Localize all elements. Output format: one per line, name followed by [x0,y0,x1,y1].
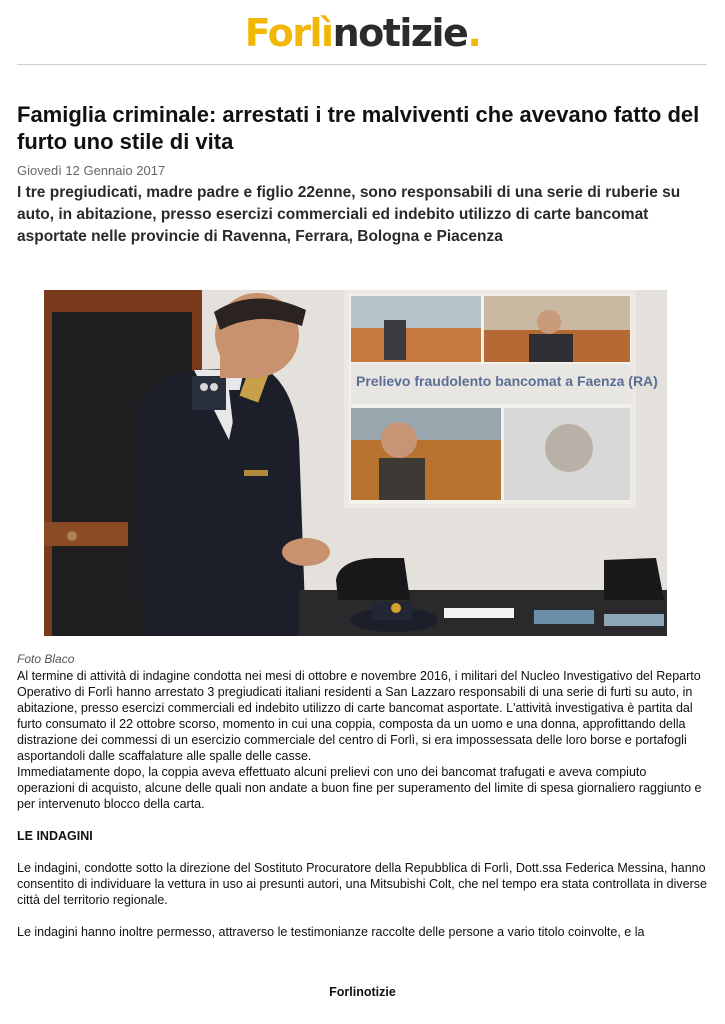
screen-text: Prelievo fraudolento bancomat a Faenza (RA) [356,373,658,389]
article-body [17,668,707,940]
paragraph: Le indagini, condotte sotto la direzione del Sostituto Procuratore della Repubblica di Forlì, Dott.ssa Federica Messina, hanno consentito di individuare la vettura in uso ai presunti autori, una Mitsubishi Colt, che nel tempo era stata controllata in diverse città del territorio regionale. [17,861,707,907]
logo-dot: . [467,11,481,55]
photo-caption: Foto Blaco [17,652,75,666]
section-heading: LE INDAGINI [17,829,93,843]
paragraph: Immediatamente dopo, la coppia aveva effettuato alcuni prelievi con uno dei bancomat trafugati e aveva compiuto operazioni di acquisto, alcune delle quali non andate a buon fine per superamento del limite di spesa giornaliero raggiunto e per intervenuto blocco della carta. [17,765,702,811]
article-lead: I tre pregiudicati, madre padre e figlio 22enne, sono responsabili di una serie di ruberie su auto, in abitazione, presso esercizi commerciali ed indebito utilizzo di carte bancomat asportate nelle provincie di Ravenna, Ferrara, Bologna e Piacenza [17,184,681,245]
page-footer: Forlinotizie [329,985,396,999]
logo-part-1: Forlì [244,11,333,55]
photo-illustration [44,290,667,636]
masthead [0,10,725,56]
paragraph: Le indagini hanno inoltre permesso, attraverso le testimonianze raccolte delle persone a vario titolo coinvolte, e la [17,925,645,939]
article-photo [44,290,667,636]
article-title: Famiglia criminale: arrestati i tre malviventi che avevano fatto del furto uno stile di vita [17,102,700,154]
site-logo[interactable] [245,10,481,56]
header-divider [17,64,707,65]
logo-part-2: notizie [332,11,468,55]
article-date: Giovedì 12 Gennaio 2017 [17,163,166,178]
paragraph: Al termine di attività di indagine condotta nei mesi di ottobre e novembre 2016, i militari del Nucleo Investigativo del Reparto Operativo di Forlì hanno arrestato 3 pregiudicati italiani residenti a San Lazzaro responsabili di una serie di furti su auto, in abitazione, presso esercizi commerciali ed indebito utilizzo di carte bancomat asportate. L'attività investigativa è partita dal furto consumato il 22 ottobre scorso, momento in cui una coppia, composta da un uomo e una donna, approfittando della distrazione dei commessi di un esercizio commerciale del centro di Forlì, si era impossessata delle loro borse e portafogli asportandoli dalle scaffalature alle spalle delle casse. [17,669,701,763]
